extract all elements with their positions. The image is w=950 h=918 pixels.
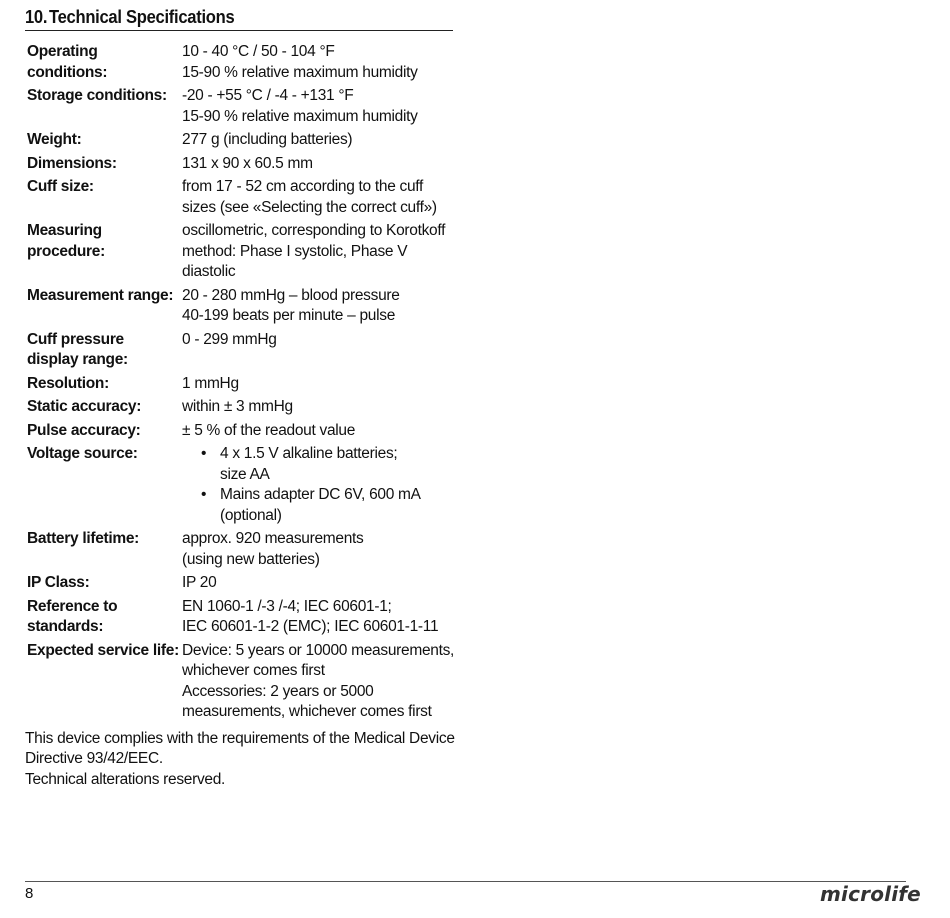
spec-label-line: Static accuracy: [27, 398, 142, 415]
spec-value-line: within ± 3 mmHg [182, 398, 293, 415]
voltage-source-line: size AA [220, 465, 270, 483]
spec-label-line: Reference to [27, 597, 118, 615]
spec-label [27, 154, 182, 178]
voltage-source-line: • Mains adapter DC 6V, 600 mA [220, 486, 421, 503]
spec-label-line: procedure: [27, 242, 105, 260]
spec-value-line: 1 mmHg [182, 374, 239, 392]
spec-label-line: Operating [27, 43, 98, 60]
spec-row [27, 421, 467, 445]
spec-label-line: display range: [27, 351, 128, 368]
spec-value-line: method: Phase I systolic, Phase V [182, 242, 408, 260]
spec-value-line: sizes (see «Selecting the correct cuff») [182, 198, 437, 216]
spec-table-body [27, 42, 467, 726]
spec-value [182, 641, 467, 726]
spec-value [182, 330, 467, 374]
spec-label [27, 597, 182, 641]
spec-label-line: Measurement range: [27, 286, 174, 304]
spec-value-line: whichever comes first [182, 662, 325, 679]
spec-value-line: approx. 920 measurements [182, 530, 364, 547]
spec-row [27, 374, 467, 398]
page-number: 8 [25, 885, 34, 902]
spec-value [182, 177, 467, 221]
spec-table [27, 42, 467, 726]
spec-value-line: 10 - 40 °C / 50 - 104 °F [182, 43, 335, 60]
spec-value [182, 221, 467, 286]
spec-value-line: 277 g (including batteries) [182, 131, 353, 148]
spec-label-line: conditions: [27, 63, 108, 81]
section-number: 10. [25, 7, 48, 27]
spec-value [182, 154, 467, 178]
spec-value [182, 573, 467, 597]
spec-value [182, 597, 467, 641]
spec-value [182, 529, 467, 573]
voltage-source-line: • 4 x 1.5 V alkaline batteries; [220, 445, 398, 462]
compliance-note-line: This device complies with the requirements of the Medical Device [25, 730, 455, 747]
spec-value-line: IP 20 [182, 574, 217, 591]
spec-row [27, 444, 467, 529]
spec-row [27, 286, 467, 330]
spec-value [182, 374, 467, 398]
spec-row [27, 397, 467, 421]
spec-value [182, 42, 467, 86]
spec-value [182, 397, 467, 421]
spec-value-line: measurements, whichever comes first [182, 703, 432, 720]
spec-label-line: standards: [27, 618, 104, 635]
voltage-source-item [220, 444, 467, 485]
spec-label [27, 130, 182, 154]
spec-value [182, 421, 467, 445]
spec-row [27, 597, 467, 641]
spec-label [27, 330, 182, 374]
spec-label-line: Weight: [27, 131, 82, 148]
spec-label-line: Expected service life: [27, 641, 179, 659]
section-title: Technical Specifications [49, 7, 235, 27]
spec-label-line: Dimensions: [27, 154, 117, 172]
spec-row [27, 177, 467, 221]
spec-label-line: Battery lifetime: [27, 530, 140, 547]
spec-label [27, 286, 182, 330]
spec-label [27, 421, 182, 445]
spec-label [27, 529, 182, 573]
spec-value-line: Device: 5 years or 10000 measurements, [182, 641, 455, 659]
spec-value-line: EN 1060-1 /-3 /-4; IEC 60601-1; [182, 597, 392, 615]
footer-rule [25, 881, 906, 882]
compliance-notes [25, 729, 455, 790]
spec-value-line: -20 - +55 °C / -4 - +131 °F [182, 87, 354, 104]
section-heading [25, 7, 453, 31]
spec-label-line: Resolution: [27, 374, 109, 392]
spec-label [27, 444, 182, 529]
spec-label [27, 86, 182, 130]
spec-value-line: from 17 - 52 cm according to the cuff [182, 178, 424, 195]
voltage-source-item [220, 485, 467, 526]
spec-label-line: Measuring [27, 222, 102, 239]
spec-value-line: 131 x 90 x 60.5 mm [182, 154, 313, 172]
spec-label-line: Storage conditions: [27, 87, 167, 104]
spec-value-line: oscillometric, corresponding to Korotkoff [182, 222, 446, 239]
spec-row [27, 330, 467, 374]
spec-row [27, 529, 467, 573]
spec-value [182, 444, 467, 529]
spec-value-line: 15-90 % relative maximum humidity [182, 107, 418, 125]
spec-label [27, 573, 182, 597]
spec-label [27, 641, 182, 726]
spec-value-line: 15-90 % relative maximum humidity [182, 63, 418, 81]
spec-value-line: diastolic [182, 263, 236, 280]
voltage-source-list [182, 444, 467, 526]
spec-row [27, 154, 467, 178]
spec-value-line: IEC 60601-1-2 (EMC); IEC 60601-1-11 [182, 618, 439, 635]
alterations-note: Technical alterations reserved. [25, 770, 226, 788]
compliance-note-line: Directive 93/42/EEC. [25, 750, 163, 768]
spec-label-line: IP Class: [27, 574, 90, 591]
spec-label [27, 374, 182, 398]
spec-row [27, 86, 467, 130]
spec-row [27, 641, 467, 726]
spec-value [182, 86, 467, 130]
spec-row [27, 221, 467, 286]
spec-row [27, 42, 467, 86]
spec-value-line: (using new batteries) [182, 550, 320, 568]
spec-value [182, 286, 467, 330]
spec-row [27, 130, 467, 154]
spec-value-line: Accessories: 2 years or 5000 [182, 682, 374, 700]
spec-label [27, 177, 182, 221]
spec-label-line: Pulse accuracy: [27, 421, 141, 439]
spec-value [182, 130, 467, 154]
spec-label [27, 221, 182, 286]
spec-value-line: 40-199 beats per minute – pulse [182, 307, 396, 324]
spec-label [27, 42, 182, 86]
voltage-source-line: (optional) [220, 506, 282, 524]
spec-label-line: Cuff size: [27, 178, 94, 195]
spec-label-line: Cuff pressure [27, 330, 124, 348]
spec-label [27, 397, 182, 421]
brand-logo: microlife [820, 882, 921, 906]
spec-value-line: ± 5 % of the readout value [182, 421, 356, 439]
spec-value-line: 20 - 280 mmHg – blood pressure [182, 286, 400, 304]
spec-value-line: 0 - 299 mmHg [182, 330, 277, 348]
spec-row [27, 573, 467, 597]
spec-label-line: Voltage source: [27, 445, 138, 462]
